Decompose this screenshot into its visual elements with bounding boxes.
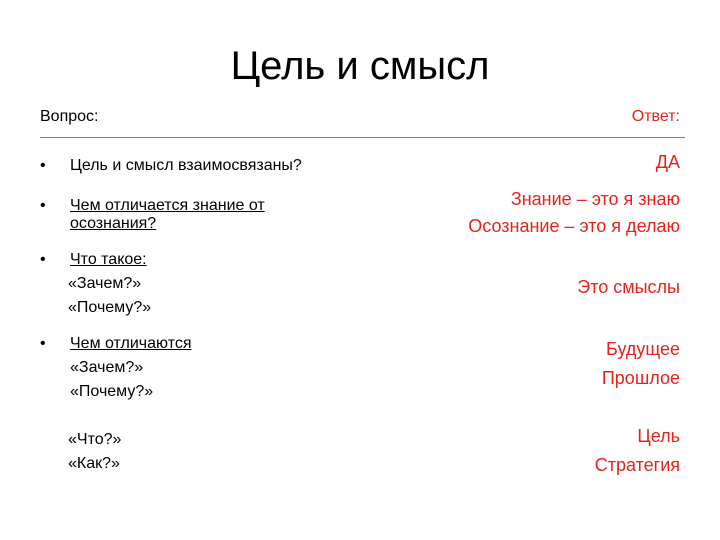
answer-4 (602, 335, 680, 393)
bullet-icon: • (40, 251, 46, 268)
answer-5 (595, 422, 680, 480)
question-4-head: Чем отличаются (70, 335, 192, 352)
answer-header: Ответ: (631, 108, 680, 125)
bullet-icon: • (40, 335, 46, 352)
bullet-icon: • (40, 197, 46, 214)
question-2 (40, 194, 265, 236)
question-2-line2: осознания? (70, 215, 157, 232)
question-4-sub2: «Почему?» (70, 383, 154, 400)
answer-5-line1: Цель (637, 426, 680, 446)
question-3-sub1: «Зачем?» (68, 275, 142, 292)
header-divider (40, 137, 685, 138)
question-5 (40, 428, 121, 476)
answer-5-line2: Стратегия (594, 455, 680, 475)
bullet-icon: • (40, 157, 46, 174)
question-header: Вопрос: (40, 108, 99, 125)
answer-2 (468, 186, 680, 240)
question-4-sub1: «Зачем?» (70, 359, 144, 376)
answer-3 (577, 274, 680, 301)
question-1 (40, 154, 302, 178)
answer-1 (656, 149, 680, 176)
answer-1-line1: ДА (655, 152, 680, 172)
question-2-line1: Чем отличается знание от (70, 197, 265, 214)
question-4 (40, 332, 192, 404)
answer-3-line1: Это смыслы (577, 277, 680, 297)
question-1-text: Цель и смысл взаимосвязаны? (70, 157, 302, 174)
question-5-sub2: «Как?» (68, 455, 120, 472)
slide-title: Цель и смысл (230, 44, 490, 88)
question-3-head: Что такое: (70, 251, 147, 268)
answer-2-line2: Осознание – это я делаю (468, 216, 680, 236)
question-3 (40, 248, 151, 320)
answer-4-line1: Будущее (606, 339, 680, 359)
answer-4-line2: Прошлое (601, 368, 680, 388)
answer-2-line1: Знание – это я знаю (510, 189, 680, 209)
question-3-sub2: «Почему?» (68, 299, 152, 316)
question-5-sub1: «Что?» (68, 431, 122, 448)
